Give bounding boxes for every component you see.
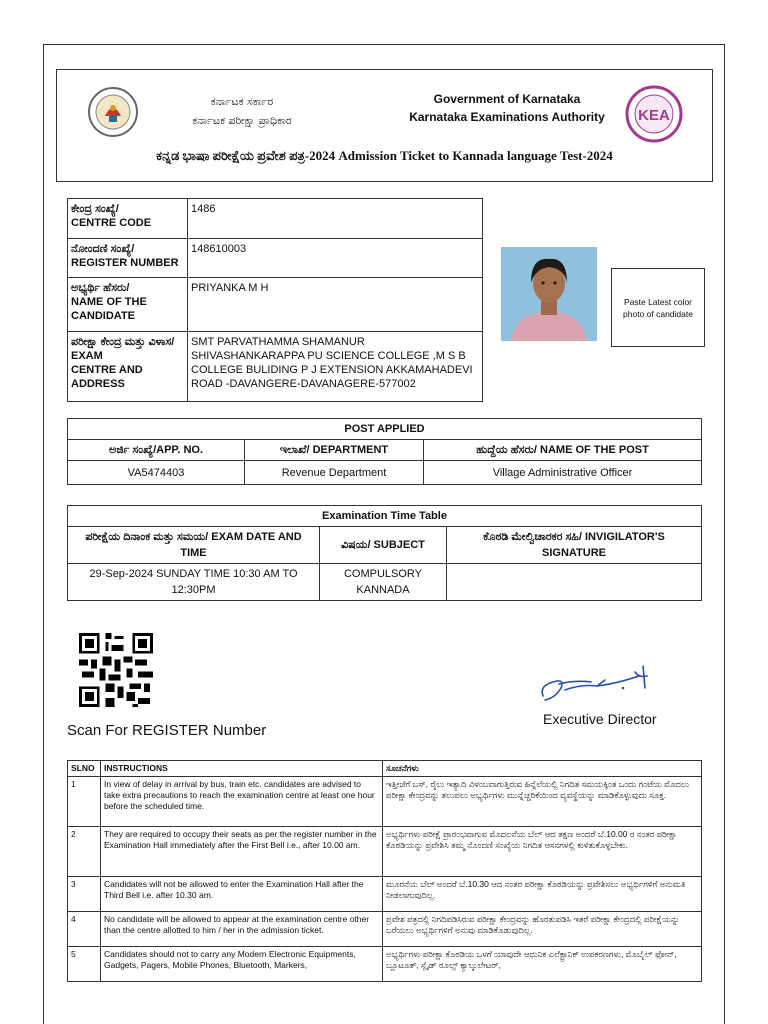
table-row [68,877,702,912]
executive-director-signature [535,662,665,704]
instruction-number: 5 [68,947,101,982]
karnataka-emblem-icon [87,86,139,138]
instruction-text-kn: ಮೂರನೆಯ ಬೆಲ್ ಅಂದರೆ ಬೆ.10.30 ಆದ ನಂತರ ಪರೀಕ್ಷಾ ಕೊಠಡಿಯನ್ನು ಪ್ರವೇಶಿಸಲು ಅಭ್ಯರ್ಥಿಗಳಿಗೆ ಅನುಮತಿ ನೀಡಲಾಗುವುದಿಲ್ಲ. [383,877,702,912]
table-row [68,506,702,527]
candidate-details-table [67,198,483,402]
table-row [68,947,702,982]
table-row [68,440,702,461]
register-number-label-en: REGISTER NUMBER [71,257,179,269]
post-applied-title: POST APPLIED [68,419,702,440]
centre-code-label-kn: ಕೇಂದ್ರ ಸಂಖ್ಯೆ/ [71,203,119,215]
table-row [68,777,702,827]
exam-centre-label-en: CENTRE AND ADDRESS [71,364,143,390]
candidate-name-label-kn: ಅಭ್ಯರ್ಥಿ ಹೆಸರು/ [71,282,130,294]
register-number-label-kn: ನೋಂದಣಿ ಸಂಖ್ಯೆ/ [71,243,135,255]
exam-centre-label-kn: ಪರೀಕ್ಷಾ ಕೇಂದ್ರ ಮತ್ತು ವಿಳಾಸ/ EXAM [71,336,175,362]
app-no-value: VA5474403 [68,461,245,485]
instruction-text-kn: ಇತ್ತೀಚೆಗೆ ಬಸ್, ರೈಲು ಇತ್ಯಾದಿ ವಿಳಂಬವಾಗುತ್ತಿರುವ ಹಿನ್ನೆಲೆಯಲ್ಲಿ ನಿಗದಿತ ಸಮಯಕ್ಕಿಂತ ಒಂದು ಗಂಟೆಯ ಮೊದಲು ಪರೀಕ್ಷಾ ಕೇಂದ್ರವನ್ನು ತಲುಪಲು ಅಭ್ಯರ್ಥಿಗಳು ಮುನ್ನೆಚ್ಚರಿಕೆಯಿಂದ ವ್ಯವಸ್ಥೆಯನ್ನು ಮಾಡಿಕೊಳ್ಳುವುದು ಸೂಕ್ತ. [383,777,702,827]
instruction-text: Candidates will not be allowed to enter the Examination Hall after the Third Bell i.e. after 10.30 am. [101,877,383,912]
table-row [68,761,702,777]
ticket-title: ಕನ್ನಡ ಭಾಷಾ ಪರೀಕ್ಷೆಯ ಪ್ರವೇಶ ಪತ್ರ-2024 Admission Ticket to Kannada language Test-2024 [156,148,613,163]
subject-header: ವಿಷಯ/ SUBJECT [320,527,447,564]
candidate-name-value: PRIYANKA M H [188,278,483,332]
table-row [68,199,483,239]
authority-label: Karnataka Examinations Authority [409,110,605,124]
table-row [68,527,702,564]
invigilator-header: ಕೊಠಡಿ ಮೇಲ್ವಿಚಾರಕರ ಸಹಿ/ INVIGILATOR'S SIGNATURE [447,527,702,564]
table-row [68,912,702,947]
instructions-table [67,760,702,982]
exam-time-table [67,505,702,601]
kannada-authority-label: ಕರ್ನಾಟಕ ಪರೀಕ್ಷಾ ಪ್ರಾಧಿಕಾರ [192,114,292,127]
register-number-label [68,239,188,278]
exam-centre-address-value: SMT PARVATHAMMA SHAMANUR SHIVASHANKARAPPA PU SCIENCE COLLEGE ,M S B COLLEGE BULIDING P J EXTENSION AKKAMAHADEVI ROAD -DAVANGERE-DAVANAGERE-577002 [188,332,483,402]
instruction-text: They are required to occupy their seats as per the register number in the Examination Hall immediately after the First Bell i.e., after 10.00 am. [101,827,383,877]
scan-register-label: Scan For REGISTER Number [67,722,267,739]
centre-code-label-en: CENTRE CODE [71,217,152,229]
exam-centre-label [68,332,188,402]
subject-value: COMPULSORY KANNADA [320,564,447,601]
qr-code-icon [79,633,153,707]
table-row [68,564,702,601]
post-applied-table [67,418,702,485]
invigilator-signature-value [447,564,702,601]
department-header: ಇಲಾಖೆ/ DEPARTMENT [245,440,424,461]
kea-logo-text: KEA [638,107,670,124]
instruction-text-kn: ಪ್ರವೇಶ ಪತ್ರದಲ್ಲಿ ನಿಗದಿಪಡಿಸಿರುವ ಪರೀಕ್ಷಾ ಕೇಂದ್ರವನ್ನು ಹೊರತುಪಡಿಸಿ ಇತರೆ ಪರೀಕ್ಷಾ ಕೇಂದ್ರದಲ್ಲಿ ಪರೀಕ್ಷೆಯನ್ನು ಬರೆಯಲು ಅಭ್ಯರ್ಥಿಗಳಿಗೆ ಅನುವು ಮಾಡಿಕೊಡುವುದಿಲ್ಲ. [383,912,702,947]
paste-photo-box: Paste Latest color photo of candidate [611,268,705,347]
instruction-text: No candidate will be allowed to appear at the examination centre other than the centre allotted to him / her in the admission ticket. [101,912,383,947]
table-row [68,278,483,332]
english-authority-name [402,90,612,126]
instructions-header: INSTRUCTIONS [101,761,383,777]
table-row [68,827,702,877]
app-no-header: ಅರ್ಜಿ ಸಂಖ್ಯೆ/APP. NO. [68,440,245,461]
instruction-text: Candidates should not to carry any Modern Electronic Equipments, Gadgets, Pagers, Mobile Phones, Bluetooth, Markers, [101,947,383,982]
executive-director-label: Executive Director [543,711,657,727]
table-row [68,419,702,440]
kannada-instructions-header: ಸೂಚನೆಗಳು [383,761,702,777]
ticket-header [56,69,713,182]
instruction-text-kn: ಅಭ್ಯರ್ಥಿಗಳು ಪರೀಕ್ಷೆ ಪ್ರಾರಂಭವಾಗುವ ಮೊದಲನೆಯ ಬೆಲ್ ಆದ ತಕ್ಷಣ ಅಂದರೆ ಬೆ.10.00 ರ ನಂತರ ಪರೀಕ್ಷಾ ಕೊಠಡಿಯನ್ನು ಪ್ರವೇಶಿಸಿ ತಮ್ಮ ನೊಂದಣಿ ಸಂಖ್ಯೆಯ ನಿಗದಿತ ಆಸನಗಳಲ್ಲಿ ಕುಳಿತುಕೊಳ್ಳಬೇಕು. [383,827,702,877]
candidate-photo [501,247,597,341]
register-number-value: 148610003 [188,239,483,278]
post-name-header: ಹುದ್ದೆಯ ಹೆಸರು/ NAME OF THE POST [424,440,702,461]
instruction-number: 2 [68,827,101,877]
candidate-name-label-en: NAME OF THE CANDIDATE [71,296,147,322]
instruction-text-kn: ಅಭ್ಯರ್ಥಿಗಳು ಪರೀಕ್ಷಾ ಕೊಠಡಿಯ ಒಳಗೆ ಯಾವುದೇ ಆಧುನಿಕ ಎಲೆಕ್ಟ್ರಾನಿಕ್ ಉಪಕರಣಗಳು, ಮೊಬೈಲ್ ಫೋನ್, ಬ್ಲೂಟೂತ್, ಸ್ಲೈಡ್ ರೂಲ್ಸ್ ಕ್ಯಾಲ್ಕುಲೇಟರ್, [383,947,702,982]
table-row [68,239,483,278]
department-value: Revenue Department [245,461,424,485]
instruction-number: 1 [68,777,101,827]
instruction-number: 4 [68,912,101,947]
slno-header: SLNO [68,761,101,777]
centre-code-label [68,199,188,239]
exam-time-table-title: Examination Time Table [68,506,702,527]
candidate-name-label [68,278,188,332]
government-label: Government of Karnataka [433,92,581,106]
instruction-number: 3 [68,877,101,912]
centre-code-value: 1486 [188,199,483,239]
kannada-government-label: ಕರ್ನಾಟಕ ಸರ್ಕಾರ [210,95,274,108]
table-row [68,332,483,402]
kea-logo-icon [625,85,683,143]
instruction-text: In view of delay in arrival by bus, train etc. candidates are advised to take extra precautions to reach the examination centre at least one hour before the scheduled time. [101,777,383,827]
exam-date-value: 29-Sep-2024 SUNDAY TIME 10:30 AM TO 12:30PM [68,564,320,601]
table-row [68,461,702,485]
post-name-value: Village Administrative Officer [424,461,702,485]
exam-date-header: ಪರೀಕ್ಷೆಯ ದಿನಾಂಕ ಮತ್ತು ಸಮಯ/ EXAM DATE AND TIME [68,527,320,564]
kannada-authority-name [167,92,317,130]
